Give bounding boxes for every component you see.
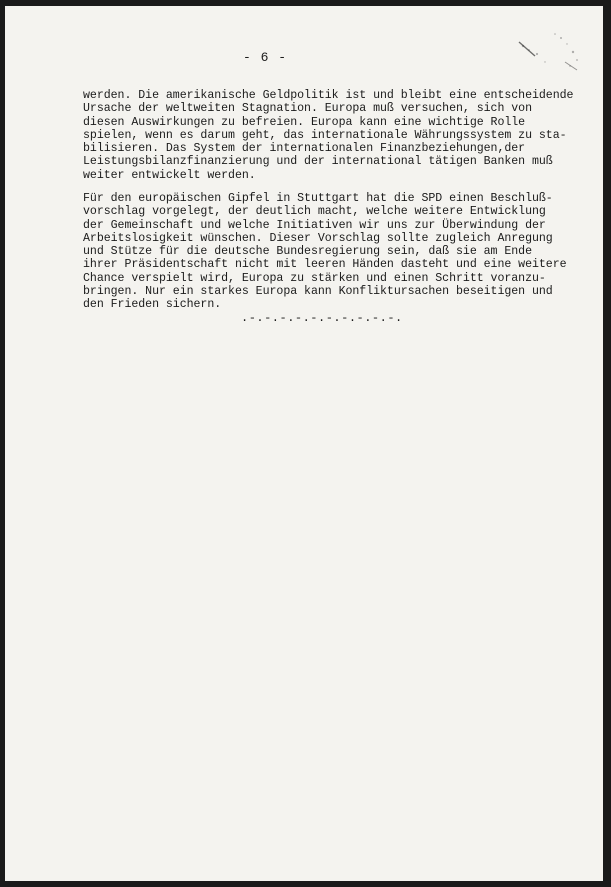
text-line: Leistungsbilanzfinanzierung und der international tätigen Banken muß bbox=[83, 155, 553, 169]
text-line: der Gemeinschaft und welche Initiativen wir uns zur Überwindung der bbox=[83, 218, 546, 232]
text-line: Arbeitslosigkeit wünschen. Dieser Vorschlag sollte zugleich Anregung bbox=[83, 231, 553, 245]
document-page bbox=[5, 6, 603, 881]
text-line: Ursache der weltweiten Stagnation. Europa muß versuchen, sich von bbox=[83, 102, 532, 116]
page-number: - 6 - bbox=[243, 50, 288, 65]
text-line: bilisieren. Das System der internationalen Finanzbeziehungen,der bbox=[83, 142, 526, 156]
text-line: den Frieden sichern. bbox=[83, 298, 222, 312]
scan-smudge-mark bbox=[515, 26, 585, 86]
text-line: weiter entwickelt werden. bbox=[83, 168, 256, 182]
text-line: und Stütze für die deutsche Bundesregierung sein, daß sie am Ende bbox=[83, 245, 532, 259]
text-line: bringen. Nur ein starkes Europa kann Konfliktursachen beseitigen und bbox=[83, 285, 553, 299]
text-line: werden. Die amerikanische Geldpolitik ist und bleibt eine entscheidende bbox=[83, 89, 574, 102]
paragraph-2 bbox=[83, 192, 583, 312]
text-line: ihrer Präsidentschaft nicht mit leeren Händen dasteht und eine weitere bbox=[83, 258, 567, 272]
paragraph-1 bbox=[83, 89, 583, 182]
closing-separator: .-.-.-.-.-.-.-.-.-.-. bbox=[241, 311, 403, 325]
text-line: Für den europäischen Gipfel in Stuttgart hat die SPD einen Beschluß- bbox=[83, 192, 553, 205]
text-line: Chance verspielt wird, Europa zu stärken und einen Schritt voranzu- bbox=[83, 271, 546, 285]
text-line: vorschlag vorgelegt, der deutlich macht, welche weitere Entwicklung bbox=[83, 205, 546, 219]
text-line: spielen, wenn es darum geht, das internationale Währungssystem zu sta- bbox=[83, 128, 567, 142]
text-line: diesen Auswirkungen zu befreien. Europa kann eine wichtige Rolle bbox=[83, 115, 526, 129]
